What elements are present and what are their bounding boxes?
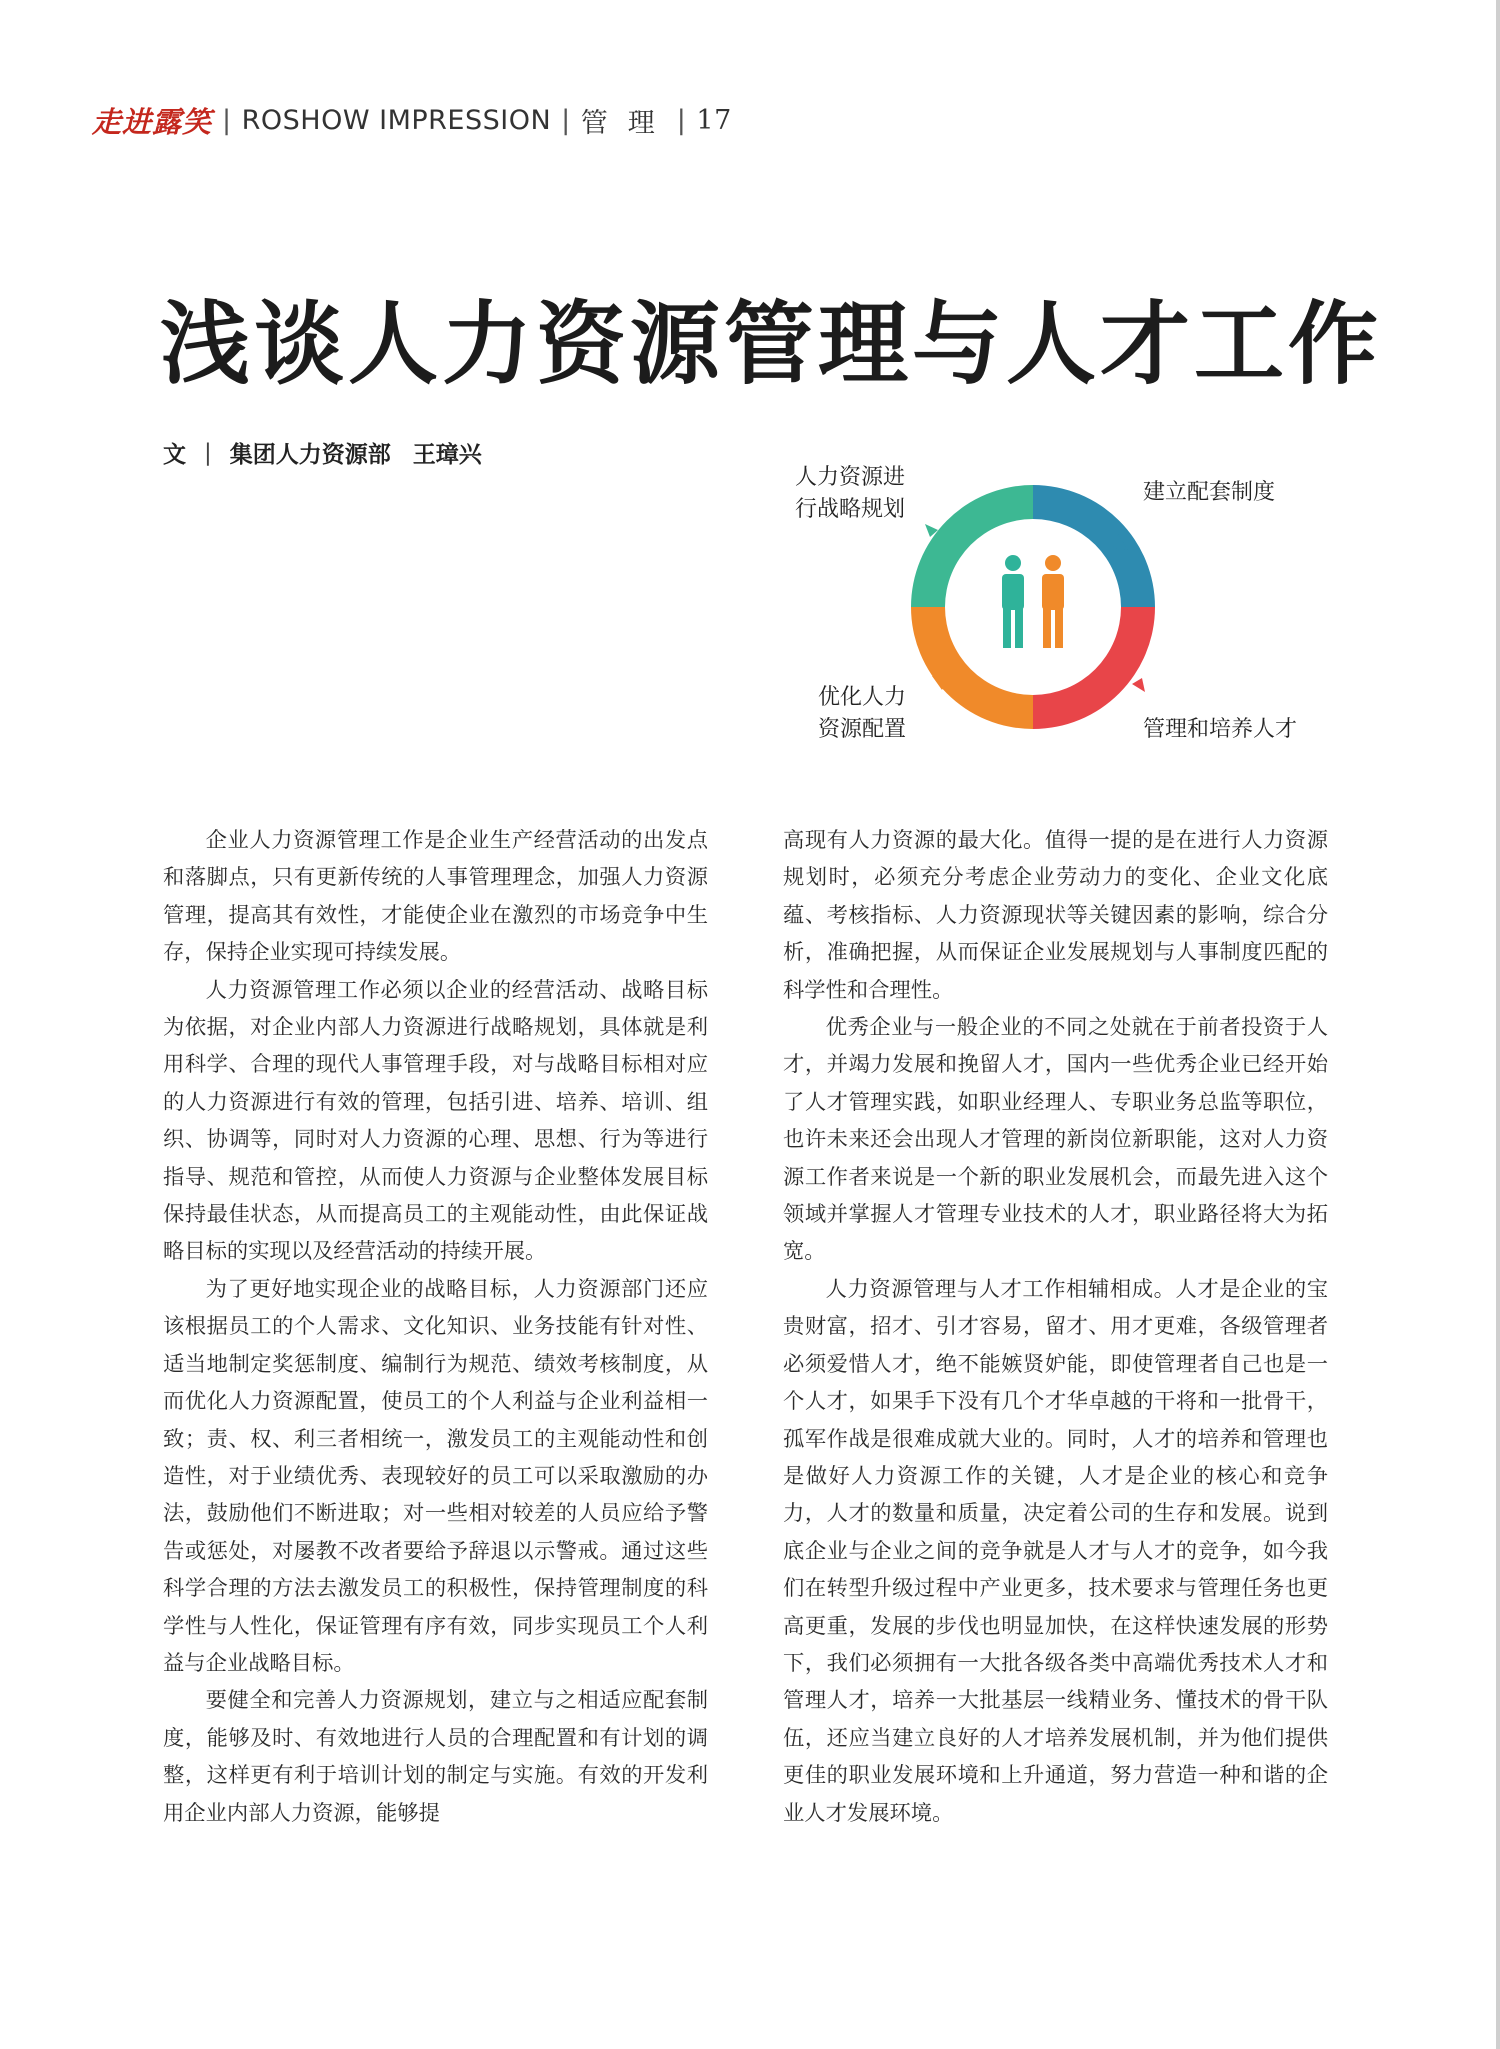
segment-talent-management — [1033, 607, 1155, 729]
hr-cycle-diagram — [780, 452, 1340, 772]
header-divider: | — [222, 104, 232, 136]
paragraph: 高现有人力资源的最大化。值得一提的是在进行人力资源规划时，必须充分考虑企业劳动力的变化、企业文化底蕴、考核指标、人力资源现状等关键因素的影响，综合分析，准确把握，从而保证企业发展规划与人事制度匹配的科学性和合理性。 — [783, 828, 1328, 1003]
running-header — [92, 100, 732, 140]
arrow-talent-management — [1132, 678, 1145, 692]
label-resource-allocation: 优化人力 资源配置 — [818, 685, 907, 742]
paragraph: 企业人力资源管理工作是企业生产经营活动的出发点和落脚点，只有更新传统的人事管理理念，加强人力资源管理，提高其有效性，才能使企业在激烈的市场竞争中生存，保持企业实现可持续发展。 — [163, 828, 708, 966]
body-column-right — [783, 822, 1328, 1832]
byline — [163, 436, 482, 469]
byline-divider: | — [204, 439, 212, 466]
publication-name: ROSHOW IMPRESSION — [241, 104, 552, 136]
label-strategy-planning: 人力资源进 行战略规划 — [795, 465, 906, 522]
paragraph: 人力资源管理与人才工作相辅相成。人才是企业的宝贵财富，招才、引才容易，留才、用才更难，各级管理者必须爱惜人才，绝不能嫉贤妒能，即使管理者自己也是一个人才，如果手下没有几个才华卓越的干将和一批骨干，孤军作战是很难成就大业的。同时，人才的培养和管理也是做好人力资源工作的关键，人才是企业的核心和竞争力，人才的数量和质量，决定着公司的生存和发展。说到底企业与企业之间的竞争就是人才与人才的竞争，如今我们在转型升级过程中产业更多，技术要求与管理任务也更高更重，发展的步伐也明显加快，在这样快速发展的形势下，我们必须拥有一大批各级各类中高端优秀技术人才和管理人才，培养一大批基层一线精业务、懂技术的骨干队伍，还应当建立良好的人才培养发展机制，并为他们提供更佳的职业发展环境和上升通道，努力营造一种和谐的企业人才发展环境。 — [783, 1276, 1328, 1826]
section-name: 管理 — [580, 107, 675, 139]
header-divider: | — [676, 104, 687, 136]
page-edge — [1496, 0, 1500, 2049]
label-supporting-system: 建立配套制度 — [1143, 480, 1276, 505]
author-department: 集团人力资源部 — [229, 442, 391, 468]
magazine-logo: 走进露笑 — [92, 104, 213, 139]
article-title: 浅谈人力资源管理与人才工作 — [160, 292, 1382, 397]
paragraph: 要健全和完善人力资源规划，建立与之相适应配套制度，能够及时、有效地进行人员的合理配置和有计划的调整，这样更有利于培训计划的制定与实施。有效的开发利用企业内部人力资源，能够提 — [163, 1688, 708, 1826]
header-divider: | — [561, 104, 571, 136]
paragraph: 优秀企业与一般企业的不同之处就在于前者投资于人才，并竭力发展和挽留人才，国内一些优秀企业已经开始了人才管理实践，如职业经理人、专职业务总监等职位，也许未来还会出现人才管理的新岗位新职能，这对人力资源工作者来说是一个新的职业发展机会，而最先进入这个领域并掌握人才管理专业技术的人才，职业路径将大为拓宽。 — [783, 1015, 1328, 1265]
two-people-icon — [1002, 555, 1064, 648]
paragraph: 为了更好地实现企业的战略目标，人力资源部门还应该根据员工的个人需求、文化知识、业务技能有针对性、适当地制定奖惩制度、编制行为规范、绩效考核制度，从而优化人力资源配置，使员工的个人利益与企业利益相一致；责、权、利三者相统一，激发员工的主观能动性和创造性，对于业绩优秀、表现较好的员工可以采取激励的办法，鼓励他们不断进取；对一些相对较差的人员应给予警告或惩处，对屡教不改者要给予辞退以示警戒。通过这些科学合理的方法去激发员工的积极性，保持管理制度的科学性与人性化，保证管理有序有效，同步实现员工个人利益与企业战略目标。 — [163, 1276, 708, 1676]
label-talent-management: 管理和培养人才 — [1143, 717, 1298, 742]
page-number: 17 — [696, 104, 732, 136]
paragraph: 人力资源管理工作必须以企业的经营活动、战略目标为依据，对企业内部人力资源进行战略规划，具体就是利用科学、合理的现代人事管理手段，对与战略目标相对应的人力资源进行有效的管理，包括引进、培养、培训、组织、协调等，同时对人力资源的心理、思想、行为等进行指导、规范和管控，从而使人力资源与企业整体发展目标保持最佳状态，从而提高员工的主观能动性，由此保证战略目标的实现以及经营活动的持续开展。 — [163, 977, 708, 1265]
author-name: 王璋兴 — [412, 442, 482, 468]
body-column-left — [163, 822, 708, 1832]
segment-resource-allocation — [911, 607, 1033, 729]
byline-prefix: 文 — [163, 442, 186, 468]
